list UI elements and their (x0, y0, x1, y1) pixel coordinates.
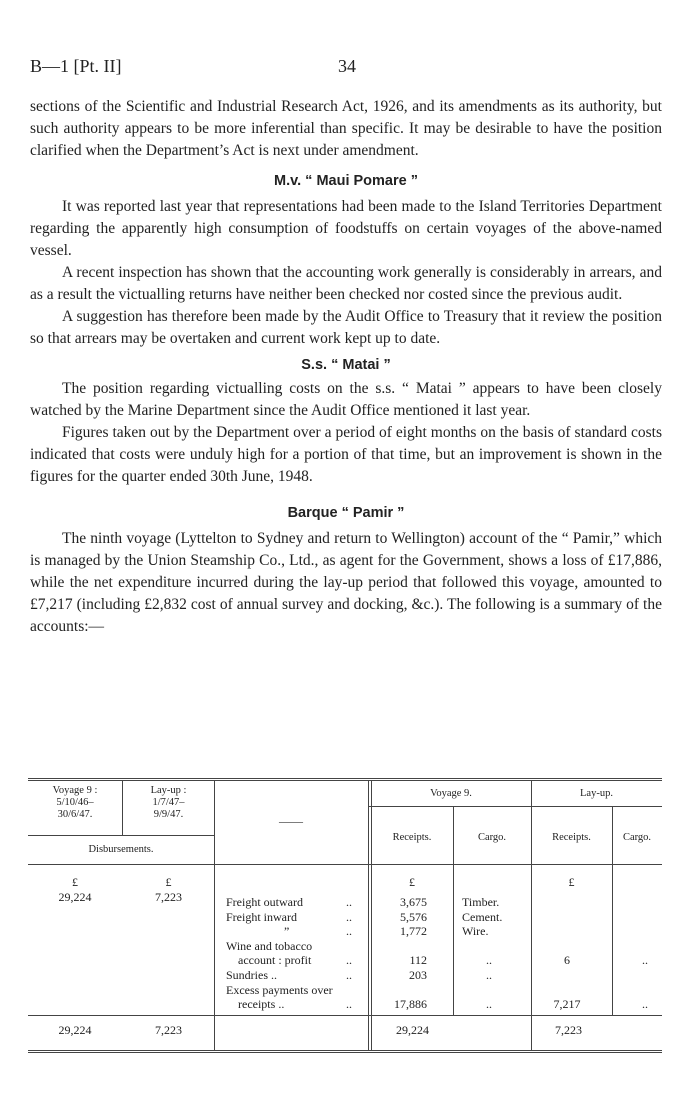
voyage-cargo-cell: Wire. (462, 924, 489, 939)
layup-receipts-cell: 6 (564, 953, 570, 968)
voyage-receipts-header: Receipts. (392, 832, 432, 843)
voyage9-group-header: Voyage 9. (430, 788, 472, 799)
total-disbursement-voyage: 29,224 (58, 1023, 92, 1037)
currency-symbol: £ (568, 875, 575, 889)
body-text (30, 96, 662, 638)
intro-paragraph: sections of the Scientific and Industrial Research Act, 1926, and its amendments as its authority, but such authority appears to be more inferential than specific. It may be desirable to have the position clarified when the Department’s Act is next under amendment. (30, 98, 662, 159)
layup-cargo-header: Cargo. (622, 832, 652, 843)
voyage-receipts-cell: 3,675 (400, 895, 427, 909)
row-label: Freight inward (226, 909, 297, 924)
row-label: Sundries .. (226, 968, 277, 982)
voyage-cargo-cell: Timber. (462, 895, 500, 909)
voyage-cargo-cell: .. (486, 968, 492, 982)
row-leader-dots: .. (346, 924, 352, 939)
voyage-receipts-cell: 1,772 (400, 924, 427, 939)
maui-paragraph-2: A recent inspection has shown that the accounting work generally is considerably in arrears, and as a result the victualling returns have neither been checked nor costed since the previous audit. (30, 264, 662, 303)
currency-symbol: £ (72, 875, 78, 889)
voyage-cargo-header: Cargo. (477, 832, 507, 843)
layup-group-header: Lay-up. (580, 788, 613, 799)
row-label: Wine and tobacco (226, 938, 313, 953)
layup-receipts-header: Receipts. (552, 832, 591, 843)
voyage-receipts-cell: 17,886 (394, 997, 427, 1012)
voyage-cargo-cell: .. (486, 953, 492, 968)
currency-symbol: £ (165, 875, 172, 889)
row-label: receipts .. (238, 997, 285, 1012)
voyage-cargo-cell: .. (486, 997, 492, 1012)
voyage9-period-header: Voyage 9 : 5/10/46– 30/6/47. (52, 785, 98, 820)
total-layup-receipts: 7,223 (555, 1023, 582, 1037)
pamir-heading: Barque “ Pamir ” (287, 505, 405, 521)
row-leader-dots: .. (346, 968, 352, 982)
voyage-receipts-cell: 112 (409, 953, 427, 968)
page-number: 34 (338, 56, 356, 76)
total-voyage-receipts: 29,224 (396, 1023, 429, 1037)
voyage-cargo-cell: Cement. (462, 909, 503, 924)
matai-heading: S.s. “ Matai ” (301, 357, 391, 373)
disbursement-layup-value: 7,223 (155, 890, 182, 904)
row-label: Freight outward (226, 895, 303, 909)
row-leader-dots: .. (346, 997, 352, 1012)
row-label: Excess payments over (226, 982, 333, 997)
pamir-paragraph-1: The ninth voyage (Lyttelton to Sydney and return to Wellington) account of the “ Pamir,” which is managed by the Union Steamship Co., Ltd., as agent for the Government, shows a loss of £17,886, while the net expenditure incurred during the lay-up period that followed this voyage, amounted to £7,217 (including £2,832 cost of annual survey and docking, &c.). The following is a summary of the accounts:— (30, 530, 662, 635)
row-leader-dots: .. (346, 895, 352, 909)
currency-symbol: £ (409, 875, 415, 889)
layup-period-header: Lay-up : 1/7/47– 9/9/47. (150, 785, 187, 820)
layup-receipts-cell: 7,217 (553, 997, 581, 1012)
maui-paragraph-1: It was reported last year that representations had been made to the Island Territories Department regarding the apparently high consumption of foodstuffs on certain voyages of the above-named vessel. (30, 198, 662, 259)
accounts-summary-table (28, 778, 662, 1054)
matai-paragraph-1: The position regarding victualling costs on the s.s. “ Matai ” appears to have been closely watched by the Marine Department since the Audit Office mentioned it last year. (30, 380, 662, 419)
total-disbursement-layup: 7,223 (155, 1023, 182, 1037)
layup-cargo-cell: .. (642, 953, 648, 968)
row-leader-dots: .. (346, 953, 352, 968)
matai-paragraph-2: Figures taken out by the Department over a period of eight months on the basis of standard costs indicated that costs were unduly high for a portion of that time, but an improvement is shown in the figures for the quarter ended 30th June, 1948. (30, 424, 662, 485)
section-reference: B—1 [Pt. II] (30, 56, 122, 76)
maui-pomare-heading: M.v. “ Maui Pomare ” (274, 173, 418, 189)
row-label: account : profit (238, 953, 312, 968)
voyage-receipts-cell: 5,576 (400, 909, 427, 924)
maui-paragraph-3: A suggestion has therefore been made by the Audit Office to Treasury that it review the position so that arrears may be overtaken and current work kept up to date. (30, 308, 662, 347)
row-leader-dots: .. (346, 909, 352, 924)
blank-dash: —— (279, 814, 303, 828)
disbursements-header: Disbursements. (88, 844, 154, 855)
layup-cargo-cell: .. (642, 997, 648, 1012)
row-label: ” (284, 924, 290, 939)
disbursement-voyage-value: 29,224 (58, 890, 92, 904)
voyage-receipts-cell: 203 (409, 968, 427, 982)
